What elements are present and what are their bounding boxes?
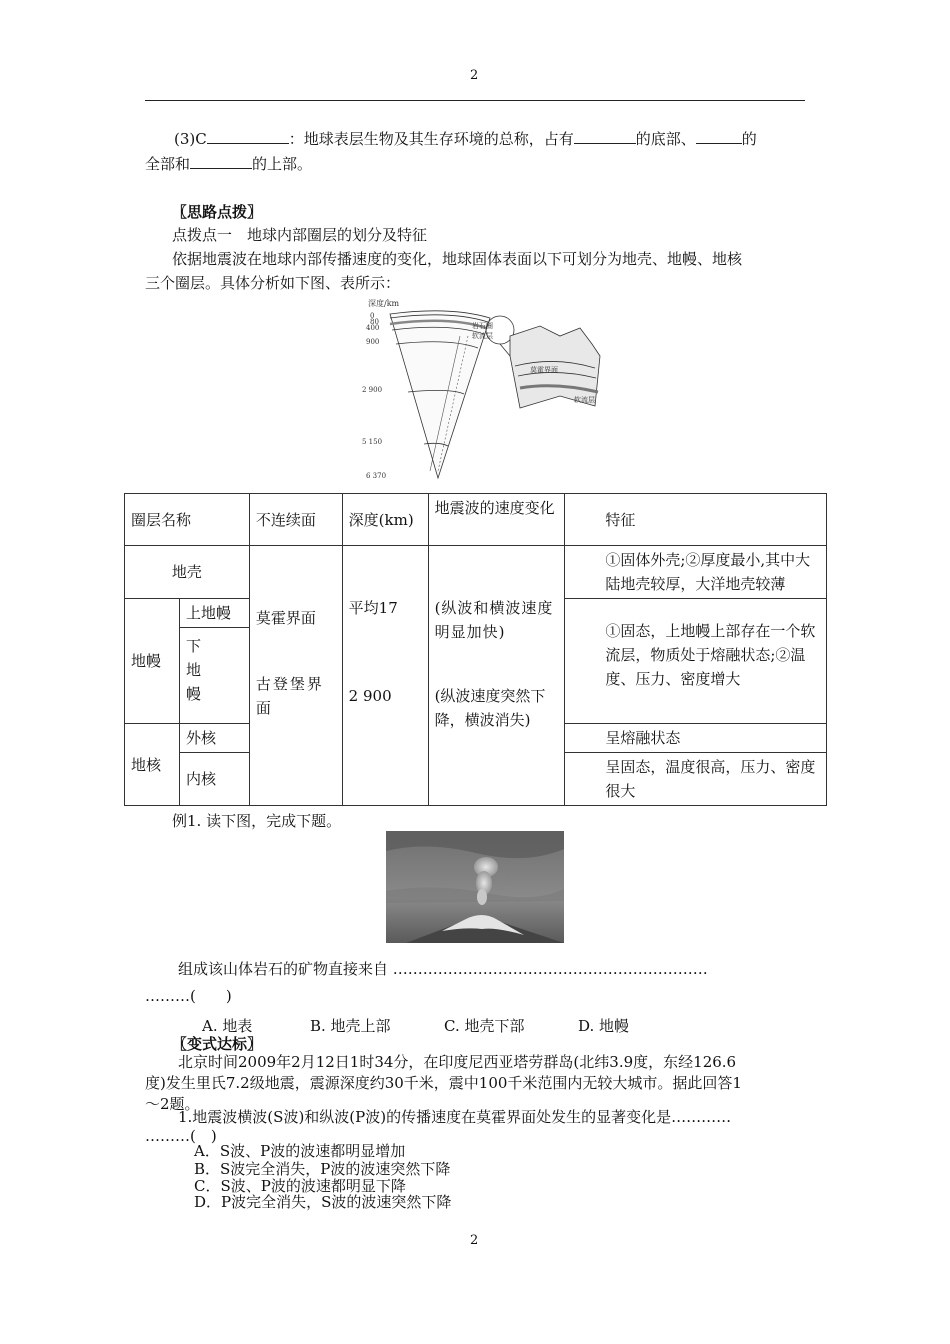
header-wave-speed: 地震波的速度变化 [428, 494, 565, 546]
depth-tick-80: 80 [370, 318, 379, 326]
depth-axis-label: 深度/km [368, 299, 400, 308]
variants-intro-line1: 北京时间2009年2月12日1时34分，在印度尼西亚塔劳群岛(北纬3.9度，东经126.6 [178, 1053, 737, 1071]
question1-option-a[interactable]: A．S波、P波的波速都明显增加 [194, 1142, 406, 1160]
table-row [125, 546, 827, 599]
upper-mantle: 上地幔 [179, 599, 249, 628]
outer-core-feature: 呈熔融状态 [565, 724, 827, 753]
answer-blank[interactable] [574, 127, 636, 144]
header-layer-name: 圈层名称 [125, 494, 250, 546]
depth-tick-2900: 2 900 [362, 386, 383, 394]
depth-tick-900: 900 [366, 338, 380, 346]
inner-core: 内核 [179, 753, 249, 806]
label-moho: 莫霍界面 [530, 366, 558, 374]
layers-table [124, 493, 827, 806]
depth-cell [342, 546, 428, 806]
inner-core-feature: 呈固态，温度很高，压力、密度很大 [565, 753, 827, 806]
depth-tick-0: 0 [370, 312, 375, 320]
section-heading-variants: 〖变式达标〗 [172, 1035, 263, 1053]
question1-option-d[interactable]: D．P波完全消失，S波的波速突然下降 [194, 1193, 452, 1211]
tip-paragraph-line1: 依据地震波在地球内部传播速度的变化，地球固体表面以下可划分为地壳、地幔、地核 [172, 250, 743, 268]
section-heading-tips: 〖思路点拨〗 [172, 203, 263, 221]
question1-option-c[interactable]: C．S波、P波的波速都明显下降 [194, 1177, 406, 1195]
gutenberg-depth: 2 900 [348, 687, 392, 705]
moho-depth: 平均17 [348, 599, 398, 617]
header-discontinuity: 不连续面 [249, 494, 342, 546]
depth-tick-5150: 5 150 [362, 438, 383, 446]
speed-cell [428, 546, 565, 806]
answer-blank[interactable] [190, 152, 252, 169]
outer-core: 外核 [179, 724, 249, 753]
tip-point1: 点拨点一 地球内部圈层的划分及特征 [172, 226, 428, 244]
question1-line1: 1.地震波横波(S波)和纵波(P波)的传播速度在莫霍界面处发生的显著变化是………… [178, 1108, 732, 1126]
option-a[interactable]: A. 地表 [202, 1017, 253, 1035]
depth-tick-6370: 6 370 [366, 472, 387, 480]
question3-prefix: (3)C [174, 130, 207, 148]
question3-text3: 的 [741, 130, 757, 148]
gutenberg-surface: 古登堡界面 [255, 675, 324, 717]
question3-line1 [174, 127, 839, 150]
label-lithosphere: 岩石圈 [472, 322, 493, 330]
example1-question-line2: ………( ) [145, 987, 232, 1005]
mantle-name: 地幔 [125, 599, 180, 724]
label-asthenosphere-detail: 软流层 [574, 396, 595, 404]
example1-title: 例1. 读下图，完成下题。 [172, 812, 342, 830]
mantle-feature: ①固态，上地幔上部存在一个软流层，物质处于熔融状态;②温度、压力、密度增大 [565, 599, 827, 724]
example1-question-line1: 组成该山体岩石的矿物直接来自 ……………………………………………………… [178, 960, 708, 978]
question1-line2: ………( ) [145, 1127, 217, 1145]
crust-name: 地壳 [125, 546, 250, 599]
header-rule [145, 100, 805, 101]
volcano-photo [386, 831, 564, 943]
depth-tick-400: 400 [366, 324, 380, 332]
question3-line2-a: 全部和 [145, 155, 191, 173]
header-page-number: 2 [470, 68, 479, 83]
moho-speed: (纵波和横波速度明显加快) [434, 599, 554, 641]
option-c[interactable]: C. 地壳下部 [444, 1017, 525, 1035]
gutenberg-speed: (纵波速度突然下降，横波消失) [434, 687, 546, 729]
question3-line2 [145, 152, 810, 175]
label-asthenosphere: 软流层 [472, 332, 493, 340]
answer-blank[interactable] [696, 127, 742, 144]
question3-text2: 的底部、 [635, 130, 696, 148]
header-features: 特征 [565, 494, 827, 546]
answer-blank[interactable] [207, 127, 289, 144]
core-name: 地核 [125, 724, 180, 806]
option-d[interactable]: D. 地幔 [578, 1017, 630, 1035]
header-depth: 深度(km) [342, 494, 428, 546]
footer-page-number: 2 [470, 1233, 479, 1248]
moho-surface: 莫霍界面 [255, 609, 316, 627]
option-b[interactable]: B. 地壳上部 [310, 1017, 391, 1035]
variants-intro-line2: 度)发生里氏7.2级地震，震源深度约30千米，震中100千米范围内无较大城市。据此回答1 [145, 1074, 742, 1092]
question3-line2-b: 的上部。 [252, 155, 313, 173]
question3-text1: ：地球表层生物及其生存环境的总称，占有 [288, 130, 574, 148]
tip-paragraph-line2: 三个圈层。具体分析如下图、表所示： [145, 274, 401, 292]
crust-feature: ①固体外壳;②厚度最小,其中大陆地壳较厚，大洋地壳较薄 [565, 546, 827, 599]
table-header-row [125, 494, 827, 546]
discontinuity-cell [249, 546, 342, 806]
question1-option-b[interactable]: B．S波完全消失，P波的波速突然下降 [194, 1160, 451, 1178]
earth-interior-figure [360, 296, 610, 486]
lower-mantle: 下 地 幔 [179, 628, 249, 724]
variants-intro-line3: ～2题。 [145, 1095, 200, 1113]
